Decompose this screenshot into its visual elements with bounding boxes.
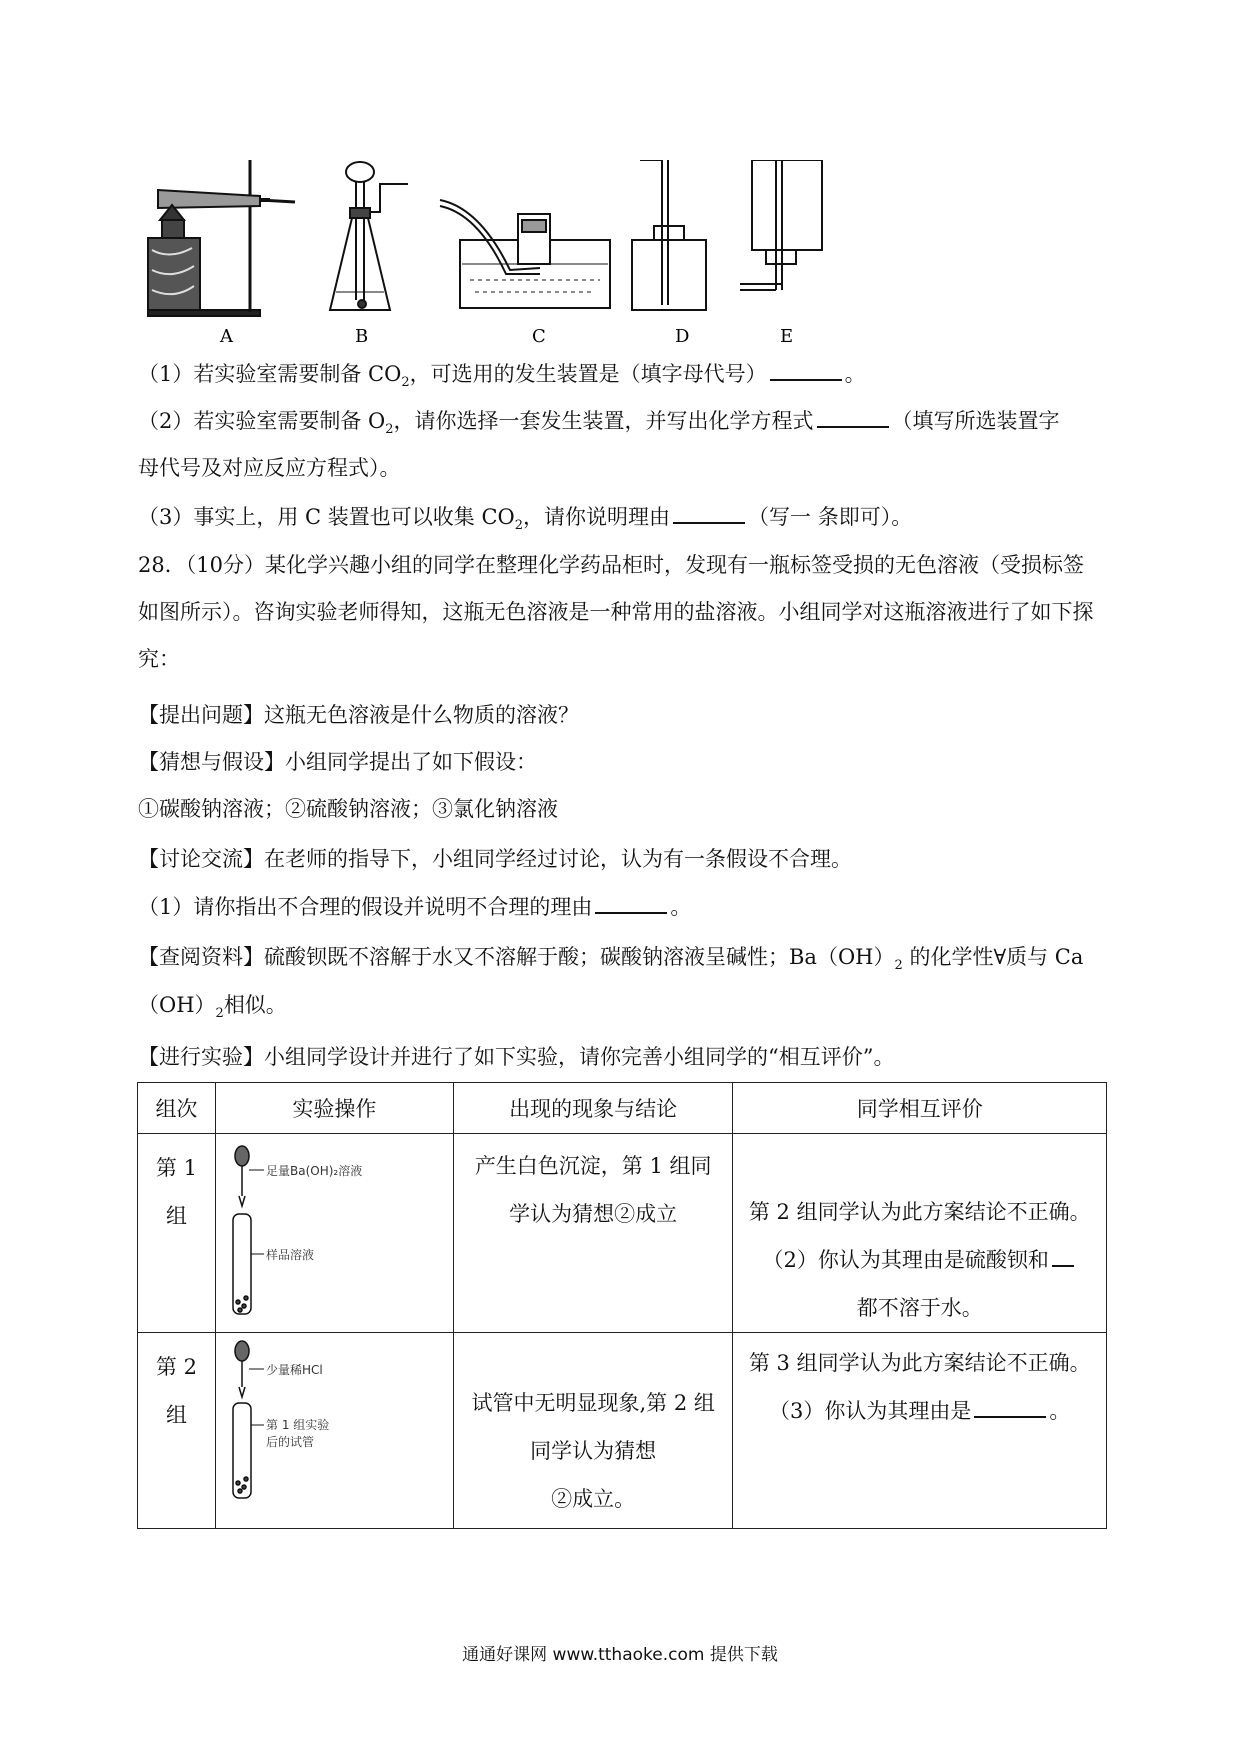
apparatus-b (330, 162, 408, 310)
answer-blank[interactable] (595, 890, 667, 914)
table-header: 实验操作 (215, 1083, 453, 1134)
phenomenon-cell: 产生白色沉淀，第 1 组同 学认为猜想②成立 (453, 1134, 733, 1333)
q28-discussion: 【讨论交流】在老师的指导下，小组同学经过讨论，认为有一条假设不合理。 (138, 847, 852, 871)
apparatus-d (632, 160, 706, 310)
table-header: 出现的现象与结论 (453, 1083, 733, 1134)
figure-label-d: D (675, 326, 690, 347)
q28-discussion-part1: （1）请你指出不合理的假设并说明不合理的理由 。 (138, 890, 691, 924)
figure-label-c: C (532, 326, 546, 347)
q27-part1-text: （1）若实验室需要制备 CO (138, 362, 402, 386)
table-row (138, 1333, 1107, 1529)
apparatus-figure (140, 160, 960, 350)
evaluation-cell: 第 3 组同学认为此方案结论不正确。 （3）你认为其理由是 。 (733, 1333, 1107, 1529)
figure-label-e: E (780, 326, 794, 347)
group-cell: 第 2 组 (138, 1333, 216, 1529)
apparatus-e (740, 160, 822, 290)
experiment-table (137, 1082, 1107, 1529)
q28-experiment-heading: 【进行实验】小组同学设计并进行了如下实验，请你完善小组同学的“相互评价”。 (138, 1045, 895, 1069)
dropper-label: 少量稀HCl (265, 1363, 323, 1377)
q28-reference-data-cont: $(OH)_2$相似。 (138, 993, 287, 1022)
evaluation-cell: 第 2 组同学认为此方案结论不正确。 （2）你认为其理由是硫酸钡和 都不溶于水。 (733, 1134, 1107, 1333)
q27-part2: （2）若实验室需要制备 $O_2$，请你选择一套发生装置，并写出化学方程式 （填写所选装置字 (138, 404, 1060, 447)
answer-blank[interactable] (974, 1394, 1046, 1418)
answer-blank[interactable] (770, 357, 842, 381)
figure-label-a: A (220, 326, 233, 347)
page-footer: 通通好课网 www.tthaoke.com 提供下载 (462, 1645, 778, 1665)
q27-part2-cont: 母代号及对应反应方程式）。 (138, 456, 401, 480)
table-header: 同学相互评价 (733, 1083, 1107, 1134)
q28-hypotheses: ①碳酸钠溶液；②硫酸钠溶液；③氯化钠溶液 (138, 797, 558, 821)
apparatus-c (440, 200, 610, 308)
tube-label: 后的试管 (265, 1435, 314, 1449)
test-tube-diagram-1 (216, 1134, 452, 1324)
tube-label: 样品溶液 (265, 1248, 314, 1262)
table-header-row (138, 1083, 1107, 1134)
dropper-label: 足量Ba(OH)₂溶液 (265, 1164, 363, 1178)
answer-blank[interactable] (673, 500, 745, 524)
q28-question: 【提出问题】这瓶无色溶液是什么物质的溶液？ (138, 703, 579, 727)
answer-blank[interactable] (817, 404, 889, 428)
apparatus-a (148, 160, 295, 316)
operation-cell (215, 1134, 453, 1333)
q28-reference-data: 【查阅资料】硫酸钡既不溶解于水又不溶解于酸；碳酸钠溶液呈碱性；$Ba(OH)_2$ 的化学性∀质与 Ca (138, 945, 1084, 974)
figure-label-b: B (355, 326, 369, 347)
table-header: 组次 (138, 1083, 216, 1134)
tube-label: 第 1 组实验 (265, 1418, 330, 1432)
phenomenon-cell: 试管中无明显现象,第 2 组 同学认为猜想 ②成立。 (453, 1333, 733, 1529)
test-tube-diagram-2 (216, 1333, 452, 1503)
q28-hypothesis-heading: 【猜想与假设】小组同学提出了如下假设： (138, 750, 537, 774)
q27-part1: （1）若实验室需要制备 $CO_2$，可选用的发生装置是（填字母代号） 。 (138, 357, 866, 400)
q27-part3: （3）事实上，用 C 装置也可以收集 $CO_2$，请你说明理由 （写一 条即可）。 (138, 500, 912, 543)
answer-blank[interactable] (1052, 1243, 1074, 1267)
table-row (138, 1134, 1107, 1333)
q28-intro: 28．（10分）某化学兴趣小组的同学在整理化学药品柜时，发现有一瓶标签受损的无色溶液（受损标签如图所示）。咨询实验老师得知，这瓶无色溶液是一种常用的盐溶液。小组同学对这瓶溶液进行了如下探究： (138, 553, 1094, 671)
operation-cell (215, 1333, 453, 1529)
group-cell: 第 1 组 (138, 1134, 216, 1333)
